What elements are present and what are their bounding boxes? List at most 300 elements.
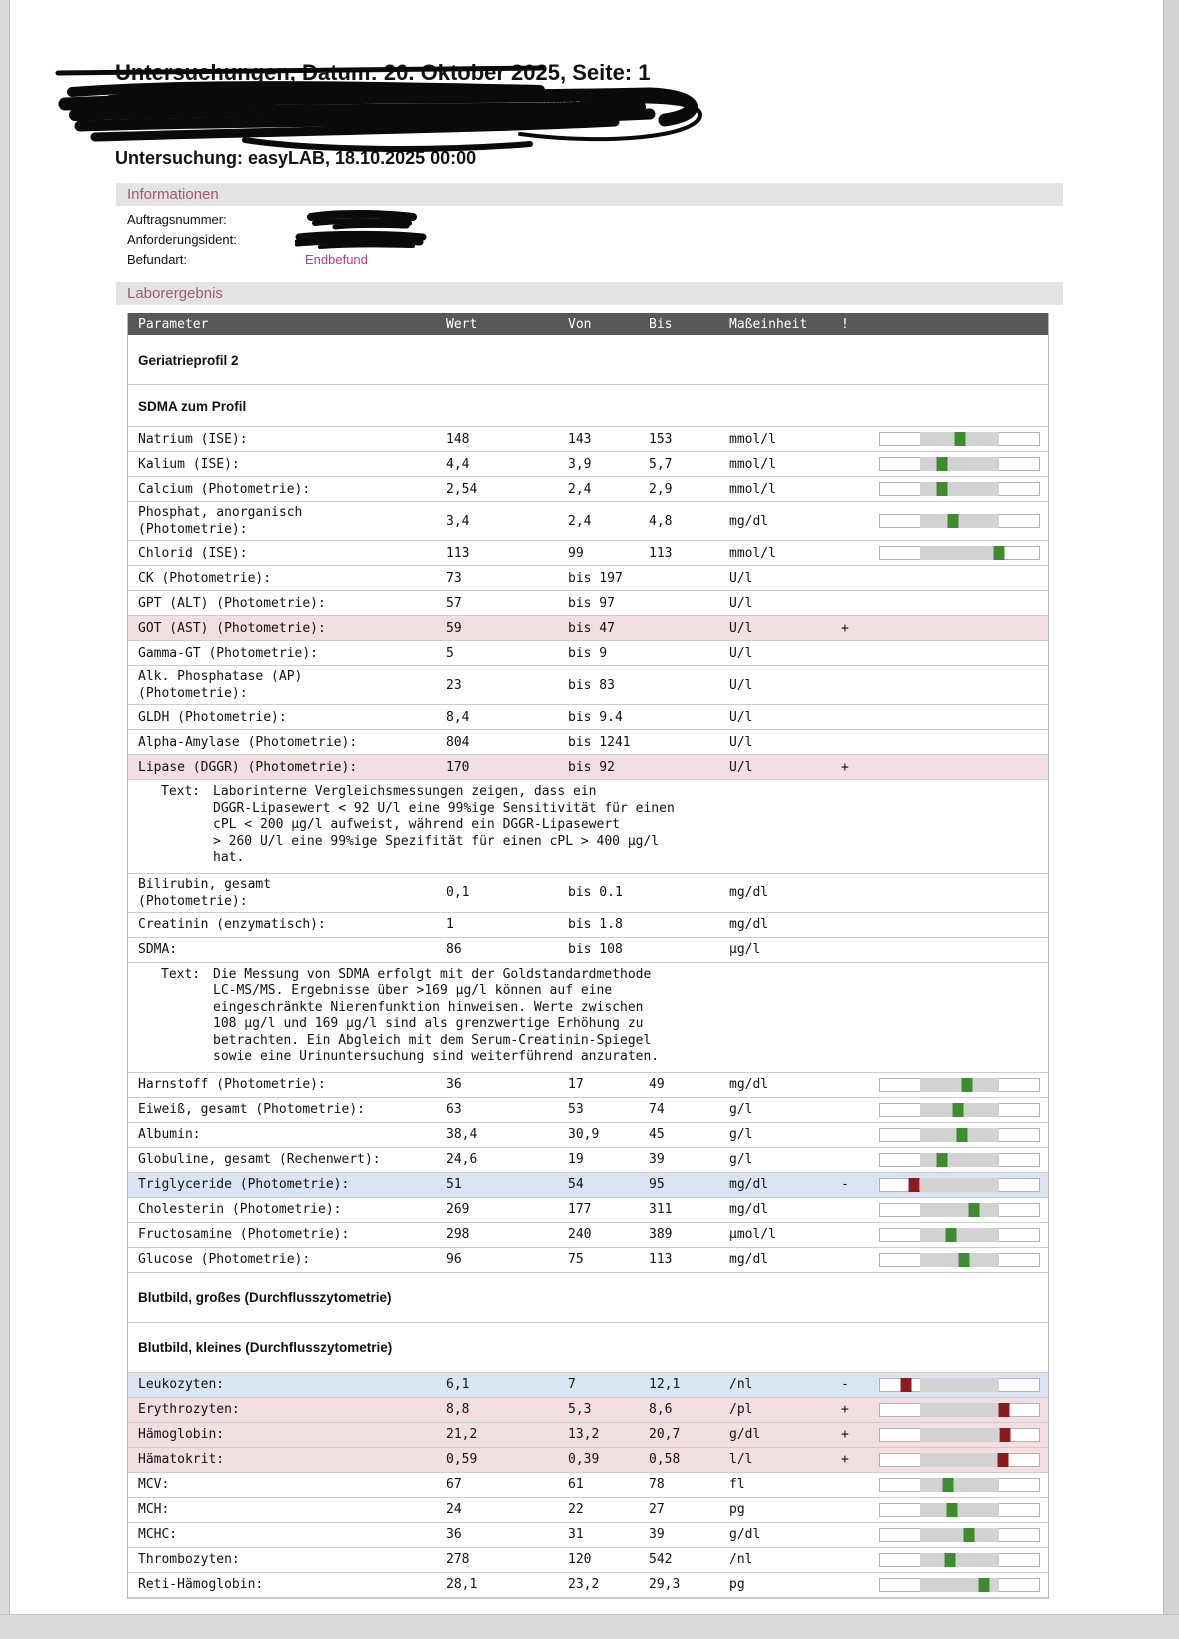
column-header-masseinheit: Maßeinheit	[729, 316, 808, 332]
cell-parameter: Hämatokrit:	[138, 1452, 225, 1467]
cell-bar	[879, 1578, 1042, 1592]
table-row	[128, 1523, 1048, 1548]
cell-wert: 57	[446, 595, 462, 611]
table-row	[128, 477, 1048, 502]
cell-bis: 311	[649, 1202, 673, 1217]
range-bar	[879, 1253, 1040, 1267]
range-marker	[944, 1553, 955, 1567]
column-header-bis: Bis	[649, 316, 673, 332]
cell-von: 120	[568, 1552, 592, 1567]
table-row	[128, 1473, 1048, 1498]
range-bar	[879, 1428, 1040, 1442]
cell-unit: U/l	[729, 709, 753, 725]
table-row	[128, 566, 1048, 591]
cell-von: 2,4	[568, 513, 592, 529]
cell-unit: mmol/l	[729, 481, 776, 497]
range-bar-normal-zone	[920, 1078, 1000, 1092]
range-bar-normal-zone	[920, 1203, 1000, 1217]
cell-flag: +	[841, 620, 849, 636]
cell-von: bis 0.1	[568, 885, 623, 900]
note-row	[128, 780, 1048, 874]
cell-bar	[879, 1503, 1042, 1517]
range-marker	[946, 1503, 957, 1517]
range-bar-normal-zone	[920, 1403, 1000, 1417]
cell-bis: 153	[649, 431, 673, 447]
cell-unit: g/l	[729, 1127, 753, 1142]
column-header-parameter: Parameter	[138, 316, 209, 332]
cell-von: 19	[568, 1152, 584, 1167]
cell-unit: g/l	[729, 1102, 753, 1117]
range-marker	[942, 1478, 953, 1492]
cell-bis: 29,3	[649, 1577, 681, 1592]
range-marker	[969, 1203, 980, 1217]
cell-wert: 2,54	[446, 481, 478, 497]
table-row	[128, 938, 1048, 963]
cell-unit: mg/dl	[729, 885, 769, 900]
table-row	[128, 1248, 1048, 1273]
range-bar	[879, 1203, 1040, 1217]
cell-bis: 113	[649, 1252, 673, 1267]
table-row	[128, 427, 1048, 452]
info-field-label: Anforderungsident:	[127, 232, 237, 247]
section-label: SDMA zum Profil	[138, 398, 247, 414]
cell-parameter: GOT (AST) (Photometrie):	[138, 620, 326, 636]
cell-bis: 74	[649, 1102, 665, 1117]
cell-unit: U/l	[729, 645, 753, 661]
table-row	[128, 1123, 1048, 1148]
cell-parameter: Leukozyten:	[138, 1377, 225, 1392]
cell-bis: 389	[649, 1227, 673, 1242]
cell-bar	[879, 1453, 1042, 1467]
section-row	[128, 335, 1048, 385]
cell-von: bis 9.4	[568, 709, 623, 725]
range-bar	[879, 1403, 1040, 1417]
note-text: Die Messung von SDMA erfolgt mit der Goldstandardmethode LC-MS/MS. Ergebnisse über >169 µg/l können auf eine eingeschränkte Nierenfunktion hinweisen. Werte zwischen 108 µg/l und 169 µg/l sind als grenzwertige Erhöhung zu betrachten. Ein Abgleich mit dem Serum-Creatinin-Spiegel sowie eine Urinuntersuchung sind weiterführend anzuraten.	[213, 966, 660, 1064]
table-row	[128, 541, 1048, 566]
cell-unit: U/l	[729, 620, 753, 636]
range-bar	[879, 1078, 1040, 1092]
cell-wert: 96	[446, 1252, 462, 1267]
range-bar-normal-zone	[920, 1178, 1000, 1192]
range-bar	[879, 1478, 1040, 1492]
table-row	[128, 730, 1048, 755]
page-edge-right	[1163, 0, 1179, 1638]
note-label: Text:	[161, 966, 201, 982]
cell-unit: pg	[729, 1502, 745, 1517]
cell-unit: mg/dl	[729, 1202, 769, 1217]
table-row	[128, 1398, 1048, 1423]
table-row	[128, 1423, 1048, 1448]
cell-parameter: Chlorid (ISE):	[138, 545, 248, 561]
section-row	[128, 385, 1048, 427]
cell-wert: 3,4	[446, 513, 470, 529]
range-bar-normal-zone	[920, 1478, 1000, 1492]
range-bar-normal-zone	[920, 1453, 1000, 1467]
cell-parameter: MCHC:	[138, 1527, 178, 1542]
cell-flag: -	[841, 1177, 849, 1192]
section-label: Blutbild, kleines (Durchflusszytometrie)	[138, 1340, 393, 1355]
cell-bar	[879, 1103, 1042, 1117]
cell-von: 61	[568, 1477, 584, 1492]
cell-bar	[879, 432, 1042, 446]
cell-flag: +	[841, 1402, 849, 1417]
cell-parameter: MCV:	[138, 1477, 170, 1492]
table-row	[128, 1173, 1048, 1198]
cell-unit: l/l	[729, 1452, 753, 1467]
info-field-label: Befundart:	[127, 252, 187, 267]
cell-von: bis 97	[568, 595, 615, 611]
cell-von: 54	[568, 1177, 584, 1192]
cell-wert: 804	[446, 734, 470, 750]
range-marker	[945, 1228, 956, 1242]
table-row	[128, 1098, 1048, 1123]
cell-unit: mmol/l	[729, 431, 776, 447]
info-section-title: Informationen	[127, 186, 219, 203]
cell-wert: 36	[446, 1077, 462, 1092]
range-bar-normal-zone	[920, 457, 1000, 471]
range-bar	[879, 457, 1040, 471]
cell-parameter: SDMA:	[138, 942, 178, 957]
range-bar	[879, 432, 1040, 446]
cell-wert: 269	[446, 1202, 470, 1217]
cell-wert: 113	[446, 545, 470, 561]
range-bar	[879, 1503, 1040, 1517]
cell-bar	[879, 457, 1042, 471]
cell-von: 2,4	[568, 481, 592, 497]
range-bar	[879, 1528, 1040, 1542]
range-bar-normal-zone	[920, 1378, 1000, 1392]
cell-parameter: CK (Photometrie):	[138, 570, 272, 586]
cell-von: 53	[568, 1102, 584, 1117]
cell-unit: U/l	[729, 677, 753, 693]
cell-bar	[879, 1253, 1042, 1267]
cell-von: bis 197	[568, 570, 623, 586]
cell-unit: µmol/l	[729, 1227, 776, 1242]
cell-parameter: GPT (ALT) (Photometrie):	[138, 595, 326, 611]
cell-flag: +	[841, 1427, 849, 1442]
cell-unit: µg/l	[729, 942, 761, 957]
range-bar-normal-zone	[920, 1503, 1000, 1517]
table-row	[128, 1198, 1048, 1223]
cell-parameter: MCH:	[138, 1502, 170, 1517]
table-row	[128, 1548, 1048, 1573]
redaction-scribble	[295, 229, 430, 251]
column-header-flag: !	[841, 316, 849, 332]
cell-parameter: Creatinin (enzymatisch):	[138, 917, 326, 932]
table-row	[128, 641, 1048, 666]
cell-bar	[879, 546, 1042, 560]
range-bar	[879, 1128, 1040, 1142]
range-marker	[957, 1128, 968, 1142]
cell-wert: 67	[446, 1477, 462, 1492]
cell-parameter: Kalium (ISE):	[138, 456, 240, 472]
column-header-von: Von	[568, 316, 592, 332]
cell-von: bis 108	[568, 942, 623, 957]
cell-parameter: Natrium (ISE):	[138, 431, 248, 447]
table-row	[128, 913, 1048, 938]
cell-unit: mg/dl	[729, 1177, 769, 1192]
cell-von: 5,3	[568, 1402, 592, 1417]
cell-von: bis 83	[568, 677, 615, 693]
cell-von: 99	[568, 545, 584, 561]
cell-unit: fl	[729, 1477, 745, 1492]
cell-bar	[879, 1403, 1042, 1417]
cell-wert: 0,1	[446, 885, 470, 900]
range-bar-normal-zone	[920, 1228, 1000, 1242]
note-row	[128, 963, 1048, 1073]
cell-wert: 24,6	[446, 1152, 478, 1167]
cell-von: bis 92	[568, 759, 615, 775]
table-row	[128, 591, 1048, 616]
cell-unit: /pl	[729, 1402, 753, 1417]
cell-von: 240	[568, 1227, 592, 1242]
cell-unit: /nl	[729, 1377, 753, 1392]
range-bar	[879, 1553, 1040, 1567]
cell-von: 143	[568, 431, 592, 447]
cell-bis: 8,6	[649, 1402, 673, 1417]
cell-wert: 278	[446, 1552, 470, 1567]
cell-unit: mmol/l	[729, 545, 776, 561]
table-row	[128, 874, 1048, 913]
cell-wert: 298	[446, 1227, 470, 1242]
cell-von: bis 47	[568, 620, 615, 636]
range-marker	[937, 482, 948, 496]
cell-bis: 2,9	[649, 481, 673, 497]
range-bar	[879, 482, 1040, 496]
cell-bis: 78	[649, 1477, 665, 1492]
range-marker	[908, 1178, 919, 1192]
cell-unit: U/l	[729, 759, 753, 775]
cell-von: 3,9	[568, 456, 592, 472]
section-label: Geriatrieprofil 2	[138, 352, 239, 368]
range-marker	[961, 1078, 972, 1092]
cell-von: 75	[568, 1252, 584, 1267]
cell-bar	[879, 1378, 1042, 1392]
cell-wert: 1	[446, 917, 454, 932]
section-row	[128, 1273, 1048, 1323]
cell-wert: 51	[446, 1177, 462, 1192]
table-row	[128, 452, 1048, 477]
results-section-band	[116, 282, 1063, 305]
cell-parameter: Eiweiß, gesamt (Photometrie):	[138, 1102, 365, 1117]
cell-flag: +	[841, 759, 849, 775]
range-bar-normal-zone	[920, 1528, 1000, 1542]
cell-parameter: Harnstoff (Photometrie):	[138, 1077, 326, 1092]
table-row	[128, 705, 1048, 730]
cell-bis: 4,8	[649, 513, 673, 529]
cell-parameter: Thrombozyten:	[138, 1552, 240, 1567]
cell-unit: U/l	[729, 570, 753, 586]
table-header-row	[128, 313, 1048, 335]
cell-parameter: Erythrozyten:	[138, 1402, 240, 1417]
range-marker	[999, 1403, 1010, 1417]
cell-unit: pg	[729, 1577, 745, 1592]
cell-parameter: Globuline, gesamt (Rechenwert):	[138, 1152, 381, 1167]
cell-unit: mg/dl	[729, 917, 769, 932]
cell-unit: mg/dl	[729, 1077, 769, 1092]
info-section-band	[116, 183, 1063, 206]
cell-bar	[879, 482, 1042, 496]
table-row	[128, 1498, 1048, 1523]
cell-flag: +	[841, 1452, 849, 1467]
cell-unit: g/dl	[729, 1527, 761, 1542]
range-bar	[879, 1378, 1040, 1392]
page-title: Untersuchungen, Datum: 20. Oktober 2025, Seite: 1	[115, 60, 651, 85]
range-bar-normal-zone	[920, 546, 1000, 560]
cell-parameter: Calcium (Photometrie):	[138, 481, 311, 497]
cell-von: 17	[568, 1077, 584, 1092]
table-row	[128, 1073, 1048, 1098]
cell-parameter: Fructosamine (Photometrie):	[138, 1227, 350, 1242]
info-field-label: Auftragsnummer:	[127, 212, 227, 227]
cell-parameter: Alpha-Amylase (Photometrie):	[138, 734, 358, 750]
cell-parameter: Cholesterin (Photometrie):	[138, 1202, 342, 1217]
redaction-scribble	[305, 209, 420, 231]
cell-parameter: Gamma-GT (Photometrie):	[138, 645, 319, 661]
table-row	[128, 1223, 1048, 1248]
cell-wert: 5	[446, 645, 454, 661]
cell-parameter: Albumin:	[138, 1127, 201, 1142]
table-row	[128, 666, 1048, 705]
range-bar	[879, 1103, 1040, 1117]
cell-von: 7	[568, 1377, 576, 1392]
range-marker	[958, 1253, 969, 1267]
range-bar-normal-zone	[920, 1553, 1000, 1567]
cell-parameter: Lipase (DGGR) (Photometrie):	[138, 759, 358, 775]
table-row	[128, 502, 1048, 541]
cell-bar	[879, 1478, 1042, 1492]
cell-bis: 95	[649, 1177, 665, 1192]
range-bar-normal-zone	[920, 514, 1000, 528]
table-row	[128, 1573, 1048, 1598]
section-row	[128, 1323, 1048, 1373]
cell-wert: 8,4	[446, 709, 470, 725]
cell-von: bis 9	[568, 645, 608, 661]
redacted-text-fragment: Wochen	[545, 96, 593, 111]
cell-bis: 12,1	[649, 1377, 681, 1392]
range-bar	[879, 1153, 1040, 1167]
cell-parameter: Hämoglobin:	[138, 1427, 225, 1442]
befundart-value: Endbefund	[305, 252, 368, 267]
cell-wert: 23	[446, 677, 462, 693]
cell-wert: 63	[446, 1102, 462, 1117]
cell-wert: 24	[446, 1502, 462, 1517]
range-bar	[879, 514, 1040, 528]
cell-unit: mg/dl	[729, 1252, 769, 1267]
cell-bis: 49	[649, 1077, 665, 1092]
cell-parameter: Phosphat, anorganisch (Photometrie):	[138, 505, 303, 537]
cell-unit: /nl	[729, 1552, 753, 1567]
cell-von: 22	[568, 1502, 584, 1517]
cell-bar	[879, 1428, 1042, 1442]
range-bar-normal-zone	[920, 482, 1000, 496]
cell-bis: 113	[649, 545, 673, 561]
cell-bis: 20,7	[649, 1427, 681, 1442]
cell-bar	[879, 514, 1042, 528]
cell-von: 30,9	[568, 1127, 600, 1142]
cell-unit: U/l	[729, 595, 753, 611]
cell-wert: 6,1	[446, 1377, 470, 1392]
redaction-scribble	[50, 52, 710, 157]
page-edge-bottom	[0, 1614, 1179, 1639]
cell-parameter: Bilirubin, gesamt (Photometrie):	[138, 876, 272, 909]
range-marker	[900, 1378, 911, 1392]
cell-bis: 5,7	[649, 456, 673, 472]
results-table	[127, 313, 1049, 1599]
range-marker	[954, 432, 965, 446]
cell-wert: 8,8	[446, 1402, 470, 1417]
cell-unit: mmol/l	[729, 456, 776, 472]
table-row	[128, 1448, 1048, 1473]
table-row	[128, 755, 1048, 780]
cell-parameter: Glucose (Photometrie):	[138, 1252, 311, 1267]
cell-bar	[879, 1528, 1042, 1542]
range-bar	[879, 1453, 1040, 1467]
range-marker	[998, 1453, 1009, 1467]
cell-bis: 45	[649, 1127, 665, 1142]
cell-flag: -	[841, 1377, 849, 1392]
cell-bar	[879, 1128, 1042, 1142]
cell-unit: g/dl	[729, 1427, 761, 1442]
cell-von: 13,2	[568, 1427, 600, 1442]
cell-von: 177	[568, 1202, 592, 1217]
cell-bar	[879, 1178, 1042, 1192]
cell-bar	[879, 1153, 1042, 1167]
cell-bis: 542	[649, 1552, 673, 1567]
examination-subtitle: Untersuchung: easyLAB, 18.10.2025 00:00	[115, 148, 477, 168]
cell-bar	[879, 1078, 1042, 1092]
table-row	[128, 616, 1048, 641]
cell-von: 23,2	[568, 1577, 600, 1592]
page-edge-left	[0, 0, 10, 1616]
cell-von: 31	[568, 1527, 584, 1542]
table-row	[128, 1148, 1048, 1173]
redacted-text-fragment: tennu	[400, 116, 433, 131]
range-bar-normal-zone	[920, 1153, 1000, 1167]
note-text: Laborinterne Vergleichsmessungen zeigen, dass ein DGGR-Lipasewert < 92 U/l eine 99%ige Sensitivität für einen cPL < 200 µg/l aufweist, während ein DGGR-Lipasewert > 260 U/l eine 99%ige Spezifität für einen cPL > 400 µg/l hat.	[213, 784, 675, 865]
cell-parameter: Reti-Hämoglobin:	[138, 1577, 264, 1592]
cell-bar	[879, 1228, 1042, 1242]
range-marker	[994, 546, 1005, 560]
cell-bis: 39	[649, 1152, 665, 1167]
range-bar-normal-zone	[920, 1428, 1000, 1442]
range-marker	[978, 1578, 989, 1592]
cell-wert: 21,2	[446, 1427, 478, 1442]
cell-parameter: Alk. Phosphatase (AP) (Photometrie):	[138, 669, 303, 701]
range-bar	[879, 1578, 1040, 1592]
cell-wert: 28,1	[446, 1577, 478, 1592]
range-bar	[879, 1228, 1040, 1242]
table-row	[128, 1373, 1048, 1398]
cell-bar	[879, 1553, 1042, 1567]
cell-wert: 148	[446, 431, 470, 447]
cell-von: bis 1241	[568, 734, 631, 750]
section-label: Blutbild, großes (Durchflusszytometrie)	[138, 1290, 392, 1305]
results-section-title: Laborergebnis	[127, 285, 223, 302]
range-bar	[879, 546, 1040, 560]
cell-bis: 27	[649, 1502, 665, 1517]
cell-wert: 36	[446, 1527, 462, 1542]
cell-wert: 59	[446, 620, 462, 636]
note-label: Text:	[161, 784, 201, 799]
cell-parameter: GLDH (Photometrie):	[138, 709, 287, 725]
range-marker	[999, 1428, 1010, 1442]
column-header-wert: Wert	[446, 316, 478, 332]
cell-wert: 170	[446, 759, 470, 775]
range-marker	[936, 457, 947, 471]
cell-bis: 0,58	[649, 1452, 681, 1467]
cell-wert: 38,4	[446, 1127, 478, 1142]
